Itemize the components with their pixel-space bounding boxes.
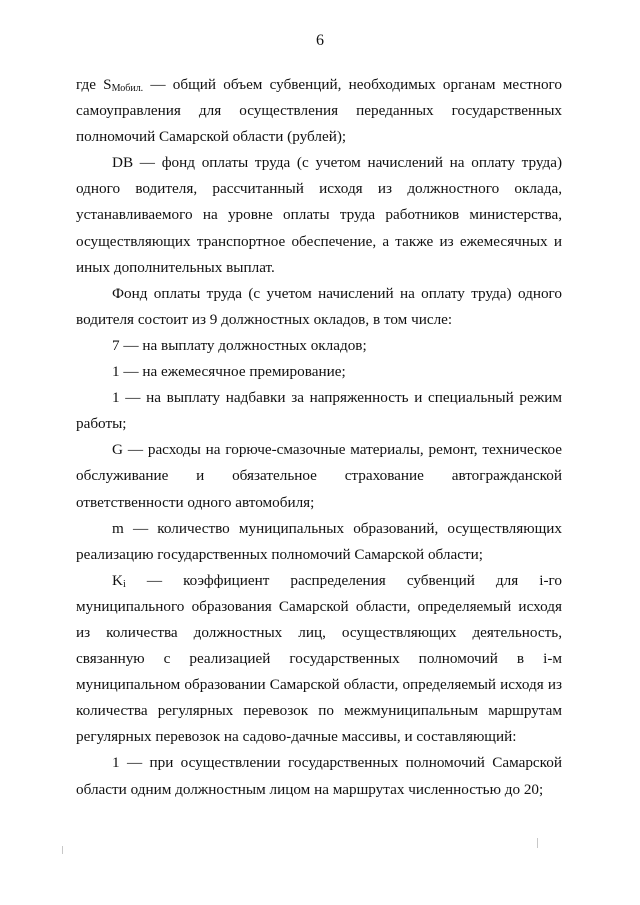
paragraph-wage-fund: Фонд оплаты труда (с учетом начислений на оплату труда) одного водителя состоит из 9 должностных окладов, в том числе: (76, 284, 562, 328)
list-item-salaries: 7 — на выплату должностных окладов; (112, 336, 367, 354)
symbol-subscript: Мобил. (111, 83, 144, 94)
page-number: 6 (316, 32, 324, 49)
scan-edge-mark (62, 846, 63, 854)
paragraph-ki (76, 568, 562, 751)
paragraph-text: — коэффициент распределения субвенций для i-го муниципального образования Самарской области, определяемый исходя из количества должностных лиц, осуществляющих деятельность, связанную с реализацией государственных полномочий в i-м муниципальном образовании Самарской области, определяемый исходя из количества регулярных перевозок по межмуниципальным маршрутам регулярных перевозок на садово-дачные массивы, и составляющий: (76, 571, 562, 746)
symbol-s-mobil: где S (76, 76, 112, 93)
paragraph-db: DB — фонд оплаты труда (с учетом начислений на оплату труда) одного водителя, рассчитанный исходя из должностного оклада, устанавливаемого на уровне оплаты труда работников министерства, осуществляющих транспортное обеспечение, а также из ежемесячных и иных дополнительных выплат. (76, 154, 562, 276)
list-item-one-official: 1 — при осуществлении государственных полномочий Самарской области одним должностным лицом на маршрутах численностью до 20; (76, 754, 562, 798)
list-item-bonus: 1 — на ежемесячное премирование; (112, 363, 346, 381)
list-item-allowance: 1 — на выплату надбавки за напряженность и специальный режим работы; (76, 389, 562, 433)
symbol-subscript-i: i (122, 578, 126, 590)
symbol-k: K (112, 571, 123, 589)
document-body (76, 72, 562, 803)
paragraph-m: m — количество муниципальных образований, осуществляющих реализацию государственных полномочий Самарской области; (76, 519, 562, 563)
scan-edge-mark (537, 838, 538, 848)
paragraph-where-s-mobil (76, 72, 562, 150)
paragraph-g: G — расходы на горюче-смазочные материалы, ремонт, техническое обслуживание и обязательное страхование автогражданской ответственности одного автомобиля; (76, 441, 562, 511)
paragraph-text: — общий объем субвенций, необходимых органам местного самоуправления для осуществления переданных государственных полномочий Самарской области (рублей); (76, 76, 563, 146)
